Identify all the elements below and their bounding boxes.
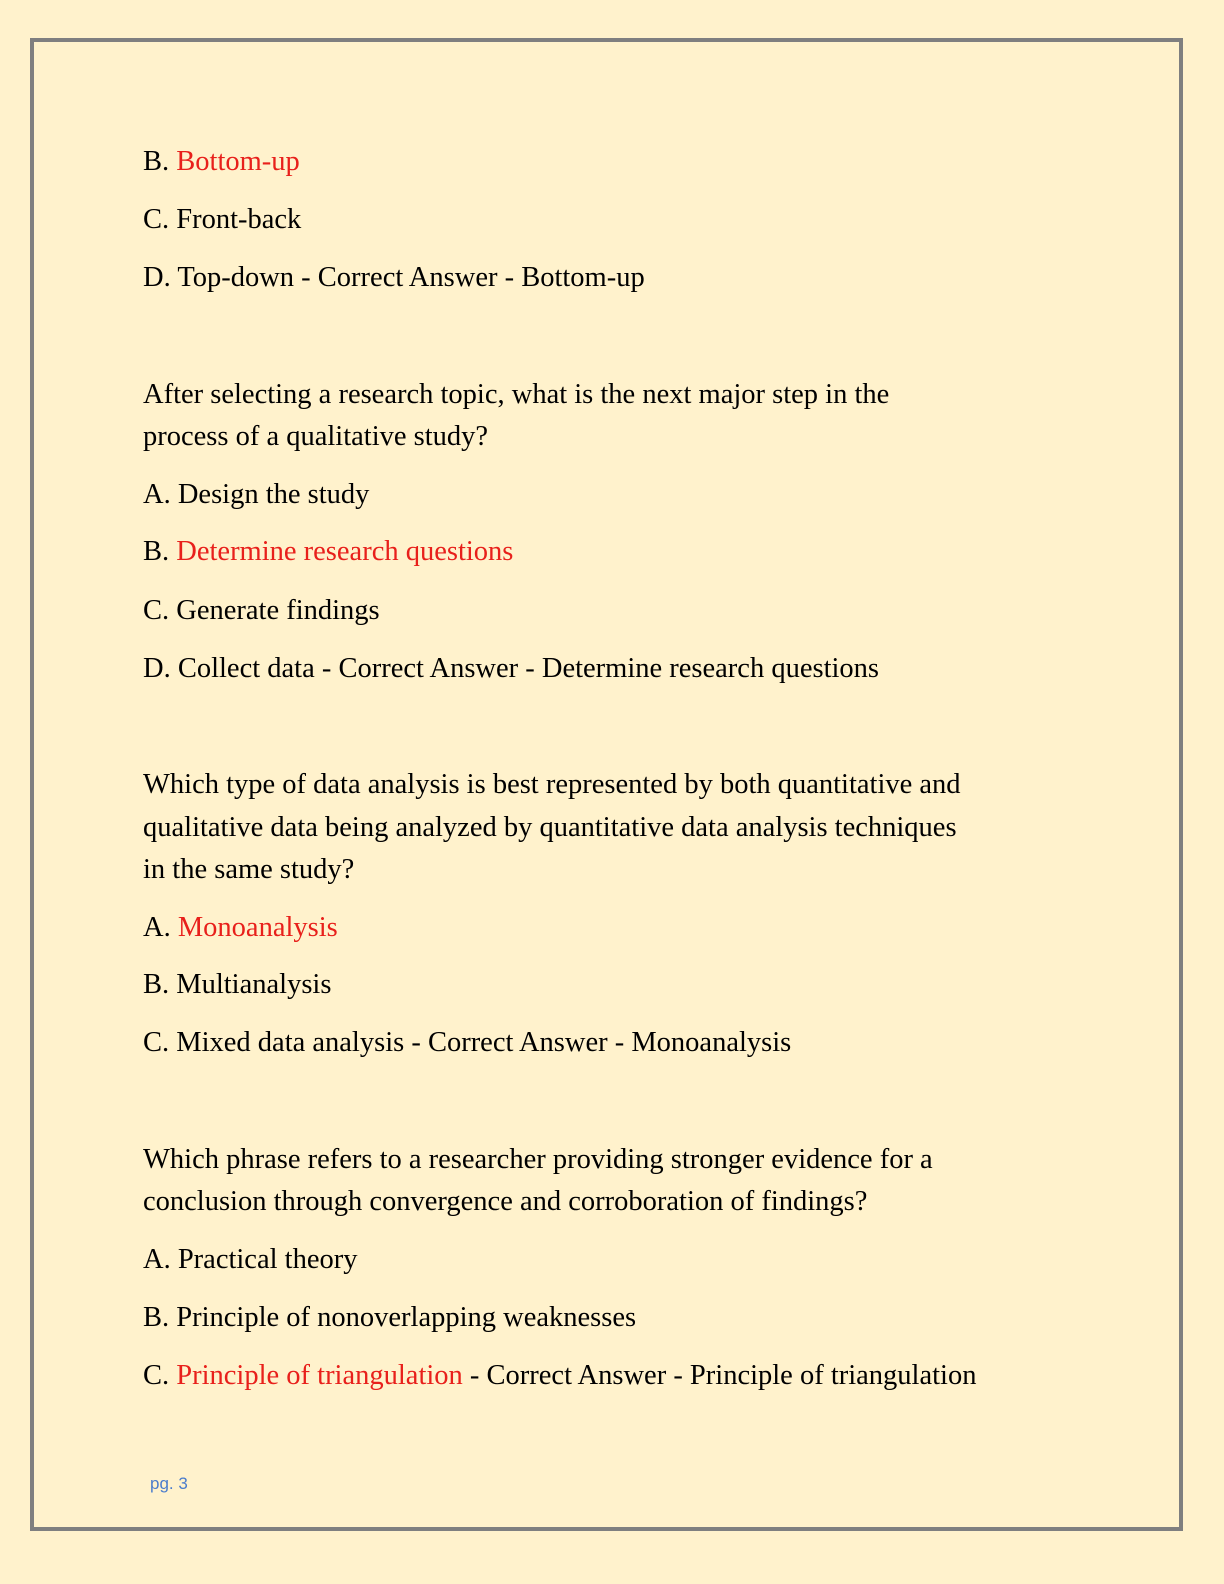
answer-option-with-correct-answer: C. Mixed data analysis - Correct Answer - Monoanalysis [143,1027,792,1058]
question-text: qualitative data being analyzed by quantitative data analysis techniques [143,812,957,843]
answer-option: C. Front-back [143,204,302,235]
answer-option-with-correct-answer: D. Collect data - Correct Answer - Determine research questions [143,653,879,684]
question-text: conclusion through convergence and corroboration of findings? [143,1186,868,1217]
question-text: in the same study? [143,854,355,885]
answer-option-with-correct-answer: C. Principle of triangulation - Correct Answer - Principle of triangulation [143,1360,977,1391]
highlighted-answer: Principle of triangulation [176,1360,463,1391]
page-number: pg. 3 [150,1474,188,1493]
highlighted-answer: Bottom-up [176,146,300,177]
answer-option: B. Principle of nonoverlapping weaknesses [143,1302,637,1333]
answer-option: B. Bottom-up [143,146,300,177]
answer-option: A. Monoanalysis [143,912,338,943]
answer-option: A. Design the study [143,479,370,510]
highlighted-answer: Monoanalysis [177,912,338,943]
question-text: process of a qualitative study? [143,421,489,452]
answer-option: A. Practical theory [143,1244,358,1275]
answer-option-with-correct-answer: D. Top-down - Correct Answer - Bottom-up [143,262,645,293]
highlighted-answer: Determine research questions [176,536,514,567]
answer-option: C. Generate findings [143,595,380,626]
answer-option: B. Determine research questions [143,536,514,567]
question-text: After selecting a research topic, what is the next major step in the [143,379,890,410]
question-text: Which type of data analysis is best represented by both quantitative and [143,769,961,800]
answer-option: B. Multianalysis [143,969,332,1000]
question-text: Which phrase refers to a researcher providing stronger evidence for a [143,1144,933,1175]
